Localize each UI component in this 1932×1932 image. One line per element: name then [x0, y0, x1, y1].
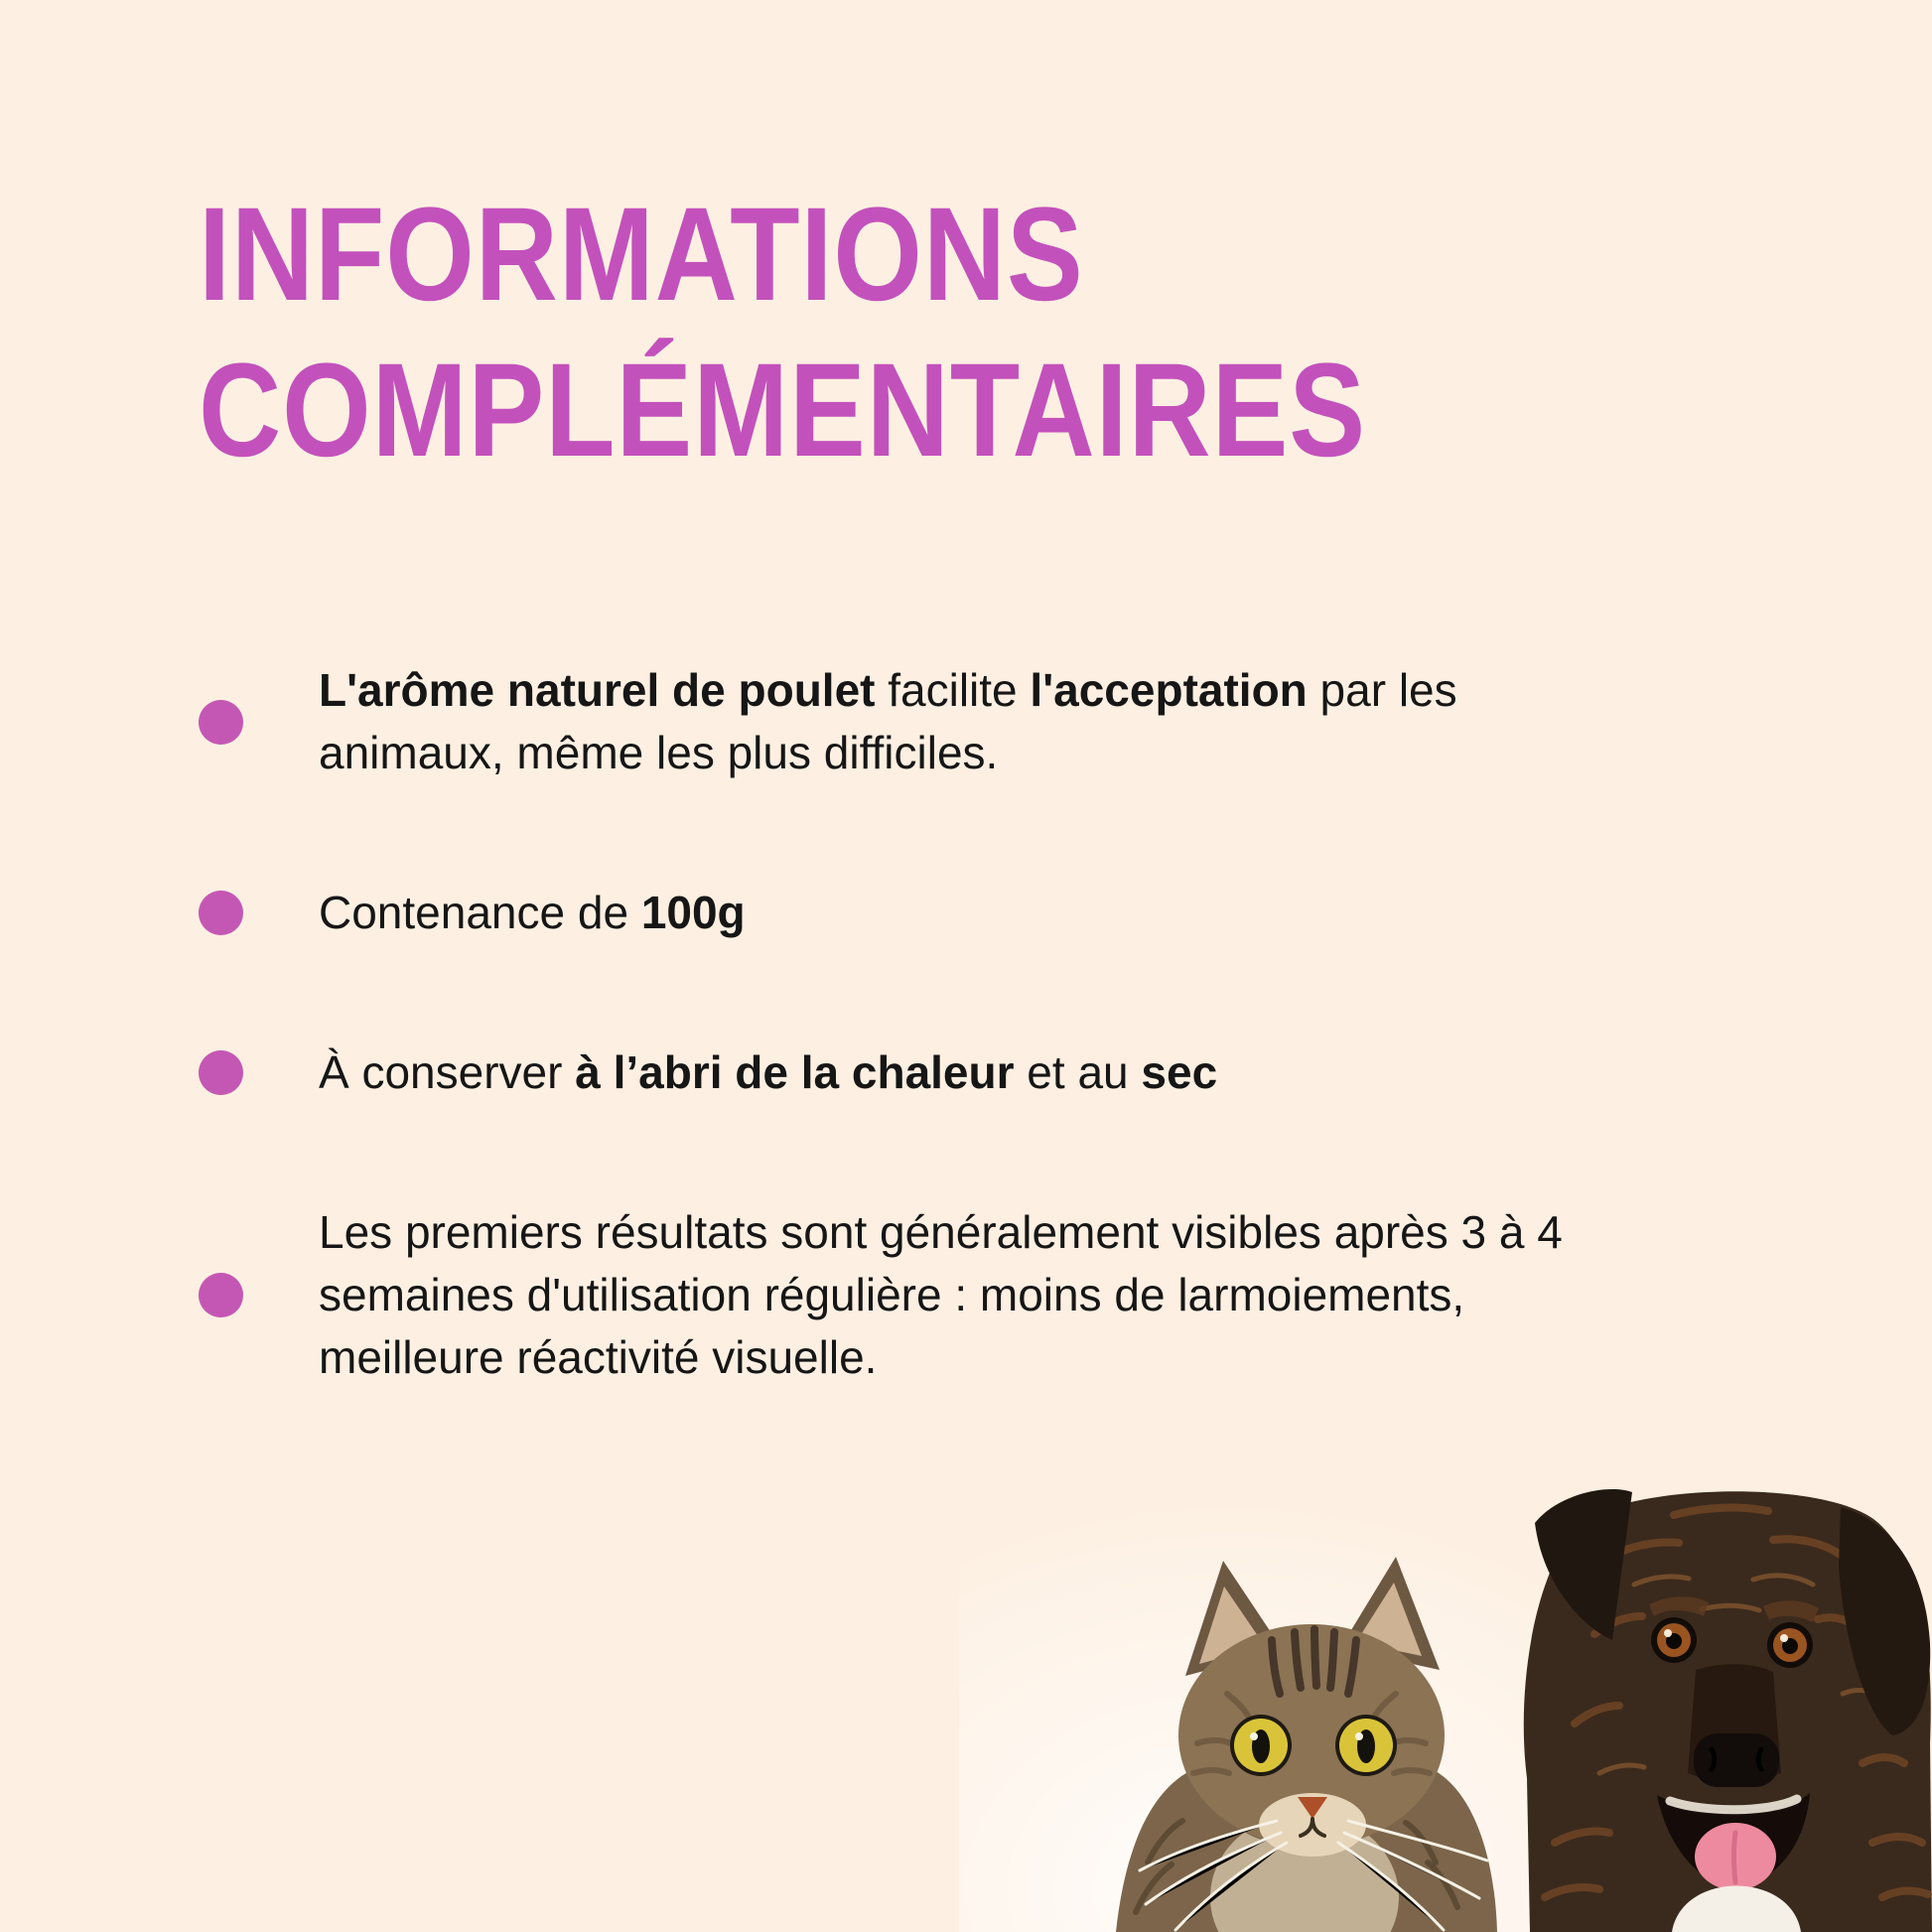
bullet-text-segment: 100g [640, 887, 746, 938]
bullet-dot-icon [199, 700, 243, 745]
bullet-list [199, 659, 1608, 1389]
bullet-text-segment: par les animaux, même les plus difficiles. [319, 664, 1457, 778]
cat-and-dog-photo [1078, 1446, 1932, 1932]
cat-eye-left [1230, 1715, 1292, 1776]
page-title-line2: COMPLÉMENTAIRES [199, 337, 1366, 484]
bullet-text [319, 1201, 1608, 1389]
cat-eye-right [1335, 1715, 1397, 1776]
bullet-item [199, 659, 1608, 784]
bullet-text-segment: à l’abri de la chaleur [575, 1046, 1015, 1098]
bullet-dot-icon [199, 1050, 243, 1095]
dog-eye-left [1651, 1617, 1697, 1663]
cat-illustration [1116, 1557, 1497, 1932]
bullet-text-segment: facilite [875, 664, 1031, 716]
dog-nose [1694, 1733, 1779, 1787]
bullet-text-segment: Les premiers résultats sont généralement visibles après 3 à 4 semaines d'utilisation régulière : moins de larmoiements, meilleure réactivité visuelle. [319, 1206, 1563, 1383]
bullet-dot-icon [199, 1273, 243, 1317]
bullet-text-segment: Contenance de [319, 887, 641, 938]
bullet-dot-icon [199, 891, 243, 935]
bullet-text-segment: L'arôme naturel de poulet [319, 664, 876, 716]
bullet-text [319, 1041, 1217, 1104]
bullet-text-segment: À conserver [319, 1046, 576, 1098]
bullet-item [199, 1201, 1608, 1389]
page-title-line1: INFORMATIONS [199, 181, 1084, 329]
bullet-text-segment: l'acceptation [1030, 664, 1308, 716]
dog-eye-right [1767, 1622, 1813, 1668]
bullet-text-segment: et au [1014, 1046, 1142, 1098]
bullet-item [199, 882, 1608, 944]
bullet-item [199, 1041, 1608, 1104]
bullet-text [319, 659, 1608, 784]
dog-illustration [1524, 1489, 1932, 1932]
bullet-text [319, 882, 746, 944]
bullet-text-segment: sec [1141, 1046, 1218, 1098]
page-title [199, 177, 1690, 488]
